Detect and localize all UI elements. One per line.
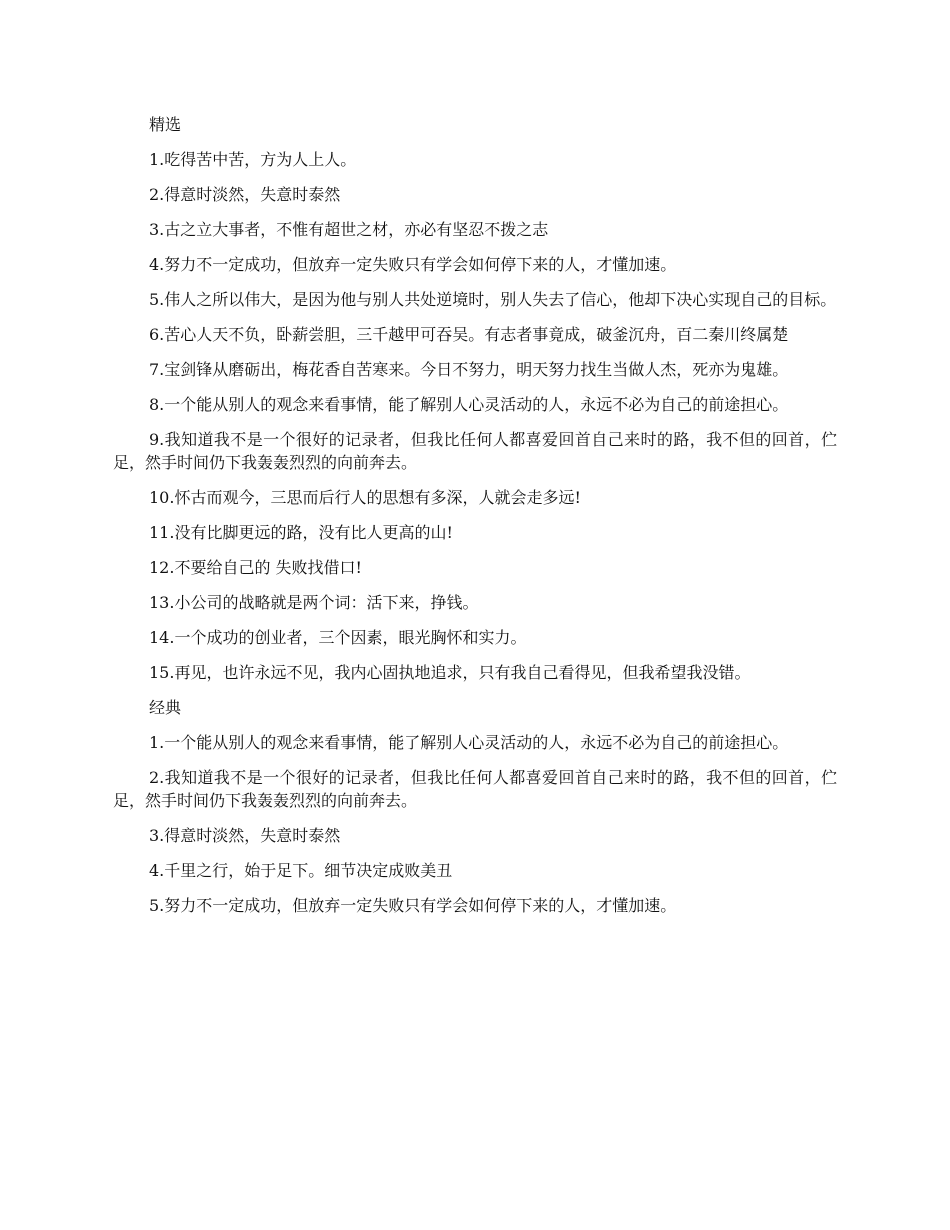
- item-number: 3.: [149, 826, 165, 845]
- item-number: 4.: [149, 861, 165, 880]
- item-number: 2.: [149, 185, 165, 204]
- list-item: [113, 556, 837, 579]
- section-heading-jingdian: 经典: [149, 698, 182, 717]
- item-number: 11.: [149, 523, 175, 542]
- item-number: 1.: [149, 733, 165, 752]
- item-text: 吃得苦中苦，方为人上人。: [164, 150, 357, 169]
- item-number: 4.: [149, 255, 165, 274]
- list-item: [113, 253, 837, 276]
- list-item: [113, 393, 837, 416]
- item-number: 12.: [149, 558, 175, 577]
- list-item: [113, 358, 837, 381]
- item-number: 1.: [149, 150, 165, 169]
- item-text: 得意时淡然，失意时泰然: [164, 185, 341, 204]
- list-item: [113, 323, 837, 346]
- item-text: 我知道我不是一个很好的记录者，但我比任何人都喜爱回首自己来时的路，我不但的回首，伫足，然手时间仍下我轰轰烈烈的向前奔去。: [113, 768, 837, 810]
- item-text: 小公司的战略就是两个词：活下来，挣钱。: [174, 593, 479, 612]
- item-number: 5.: [149, 896, 165, 915]
- section-heading-jingxuan: 精选: [149, 115, 182, 134]
- item-text: 没有比脚更远的路，没有比人更高的山!: [174, 523, 453, 542]
- item-number: 2.: [149, 768, 165, 787]
- item-number: 7.: [149, 360, 165, 379]
- item-text: 怀古而观今，三思而后行人的思想有多深，人就会走多远!: [174, 488, 581, 507]
- item-text: 不要给自己的 失败找借口!: [174, 558, 362, 577]
- list-item: [113, 661, 837, 684]
- list-item: [113, 859, 837, 882]
- item-text: 一个能从别人的观念来看事情，能了解别人心灵活动的人，永远不必为自己的前途担心。: [164, 395, 789, 414]
- item-number: 14.: [149, 628, 175, 647]
- item-text: 再见，也许永远不见，我内心固执地追求，只有我自己看得见，但我希望我没错。: [174, 663, 751, 682]
- item-number: 15.: [149, 663, 175, 682]
- list-item: [113, 148, 837, 171]
- item-text: 努力不一定成功，但放弃一定失败只有学会如何停下来的人，才懂加速。: [164, 255, 677, 274]
- item-text: 努力不一定成功，但放弃一定失败只有学会如何停下来的人，才懂加速。: [164, 896, 677, 915]
- list-item: [113, 894, 837, 917]
- item-number: 6.: [149, 325, 165, 344]
- list-item: [113, 486, 837, 509]
- item-text: 古之立大事者，不惟有超世之材，亦必有坚忍不拨之志: [164, 220, 549, 239]
- list-item: [113, 824, 837, 847]
- list-item: [113, 731, 837, 754]
- list-item: [113, 288, 837, 311]
- list-item: [113, 183, 837, 206]
- list-item: [113, 591, 837, 614]
- item-text: 宝剑锋从磨砺出，梅花香自苦寒来。今日不努力，明天努力找生当做人杰，死亦为鬼雄。: [164, 360, 789, 379]
- item-text: 一个能从别人的观念来看事情，能了解别人心灵活动的人，永远不必为自己的前途担心。: [164, 733, 789, 752]
- list-item: [113, 218, 837, 241]
- item-number: 3.: [149, 220, 165, 239]
- item-number: 8.: [149, 395, 165, 414]
- item-text: 苦心人天不负，卧薪尝胆，三千越甲可吞吴。有志者事竟成，破釜沉舟，百二秦川终属楚: [164, 325, 789, 344]
- list-item: [113, 428, 837, 474]
- item-number: 13.: [149, 593, 175, 612]
- item-text: 我知道我不是一个很好的记录者，但我比任何人都喜爱回首自己来时的路，我不但的回首，伫足，然手时间仍下我轰轰烈烈的向前奔去。: [113, 430, 837, 472]
- item-number: 10.: [149, 488, 175, 507]
- item-text: 千里之行，始于足下。细节决定成败美丑: [164, 861, 453, 880]
- item-text: 一个成功的创业者，三个因素，眼光胸怀和实力。: [174, 628, 527, 647]
- item-number: 5.: [149, 290, 165, 309]
- document-page: [113, 113, 837, 929]
- list-item: [113, 521, 837, 544]
- list-item: [113, 626, 837, 649]
- item-text: 得意时淡然，失意时泰然: [164, 826, 341, 845]
- item-number: 9.: [149, 430, 165, 449]
- list-item: [113, 766, 837, 812]
- item-text: 伟人之所以伟大，是因为他与别人共处逆境时，别人失去了信心，他却下决心实现自己的目标。: [164, 290, 837, 309]
